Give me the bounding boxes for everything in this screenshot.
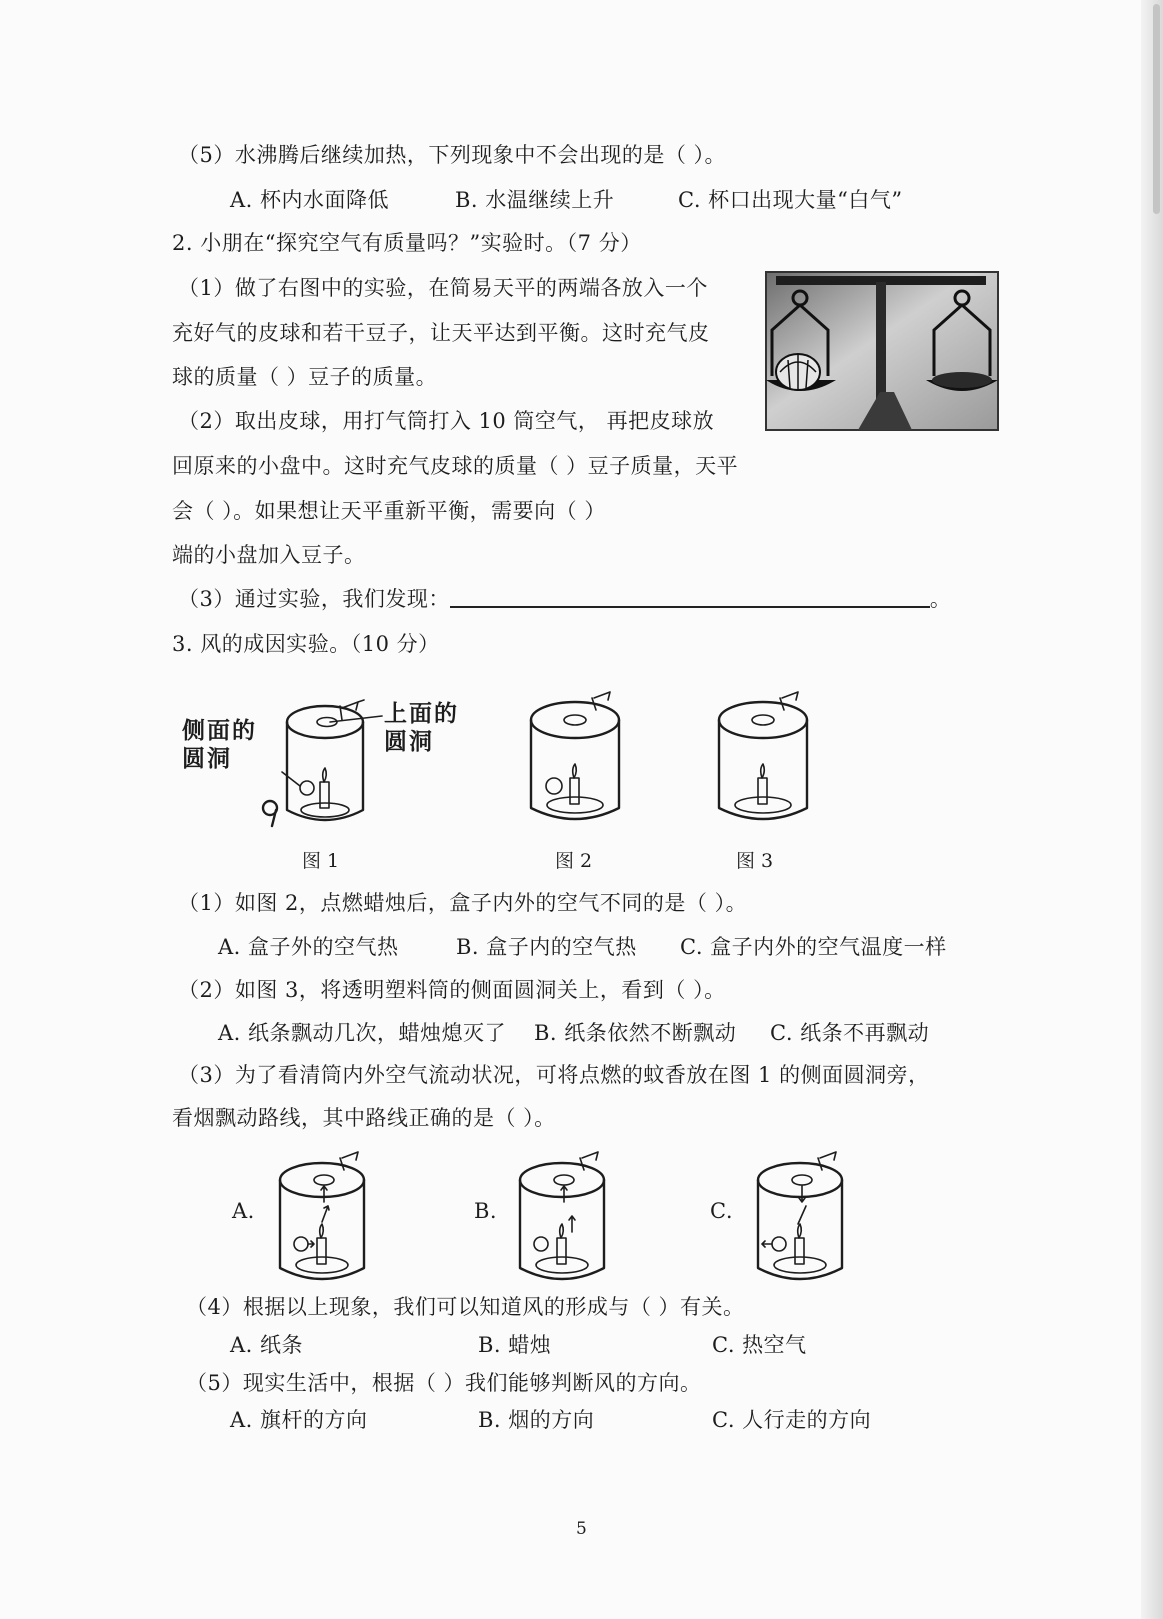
q3-sub5-option-c: C. 人行走的方向 bbox=[712, 1408, 872, 1432]
q3-sub1-option-a: A. 盒子外的空气热 bbox=[218, 935, 399, 959]
q3-sub2-option-b: B. 纸条依然不断飘动 bbox=[534, 1021, 737, 1045]
q2-part1-line1: （1）做了右图中的实验，在简易天平的两端各放入一个 bbox=[178, 276, 708, 300]
side-hole-label-line2: 圆洞 bbox=[182, 746, 232, 772]
q5-option-b: B. 水温继续上升 bbox=[455, 188, 615, 212]
q3-sub4-option-b: B. 蜡烛 bbox=[478, 1333, 552, 1357]
q3-sub2-option-c: C. 纸条不再飘动 bbox=[770, 1021, 930, 1045]
q3-sub1-option-c: C. 盒子内外的空气温度一样 bbox=[680, 935, 947, 959]
q2-part3-prefix: （3）通过实验，我们发现： bbox=[178, 587, 450, 611]
q3-sub5-option-a: A. 旗杆的方向 bbox=[230, 1408, 368, 1432]
top-hole-label-line1: 上面的 bbox=[384, 701, 459, 727]
scrollbar-thumb[interactable] bbox=[1153, 4, 1160, 214]
q2-part1-line2: 充好气的皮球和若干豆子，让天平达到平衡。这时充气皮 bbox=[172, 321, 710, 345]
q3-sub3-line2: 看烟飘动路线，其中路线正确的是（ ）。 bbox=[172, 1106, 556, 1130]
q2-part3 bbox=[178, 584, 951, 614]
q3-sub1-stem: （1）如图 2，点燃蜡烛后，盒子内外的空气不同的是（ ）。 bbox=[178, 891, 748, 915]
q3-sub5-stem: （5）现实生活中，根据（ ）我们能够判断风的方向。 bbox=[186, 1371, 702, 1395]
option-b-cylinder bbox=[510, 1152, 620, 1292]
q3-title: 3. 风的成因实验。（10 分） bbox=[172, 632, 440, 656]
q2-part3-suffix: 。 bbox=[929, 587, 952, 611]
q3-sub5-option-b: B. 烟的方向 bbox=[478, 1408, 595, 1432]
q3-sub3-line1: （3）为了看清筒内外空气流动状况，可将点燃的蚊香放在图 1 的侧面圆洞旁， bbox=[178, 1063, 930, 1087]
q2-part1-line3: 球的质量（ ）豆子的质量。 bbox=[172, 365, 438, 389]
figure-3-cylinder bbox=[708, 690, 818, 830]
q2-part2-line2: 回原来的小盘中。这时充气皮球的质量（ ）豆子质量，天平 bbox=[172, 454, 739, 478]
q5-option-c: C. 杯口出现大量“白气” bbox=[678, 188, 903, 212]
q5-option-a: A. 杯内水面降低 bbox=[230, 188, 390, 212]
option-c-cylinder bbox=[748, 1152, 858, 1292]
q3-sub2-option-a: A. 纸条飘动几次，蜡烛熄灭了 bbox=[218, 1021, 507, 1045]
q2-part2-line4: 端的小盘加入豆子。 bbox=[172, 543, 366, 567]
q2-part2-line1: （2）取出皮球，用打气筒打入 10 筒空气， 再把皮球放 bbox=[178, 409, 715, 433]
figure-2-caption: 图 2 bbox=[555, 850, 593, 872]
figure-1-cylinder bbox=[260, 700, 390, 850]
balance-photo bbox=[766, 272, 998, 430]
q3-sub4-option-c: C. 热空气 bbox=[712, 1333, 807, 1357]
q3-sub2-stem: （2）如图 3，将透明塑料筒的侧面圆洞关上，看到（ ）。 bbox=[178, 978, 726, 1002]
figure-1-caption: 图 1 bbox=[302, 850, 340, 872]
q3-sub3-option-b: B. bbox=[474, 1199, 498, 1223]
q3-sub4-option-a: A. 纸条 bbox=[230, 1333, 304, 1357]
side-hole-label-line1: 侧面的 bbox=[182, 718, 257, 744]
q3-sub1-option-b: B. 盒子内的空气热 bbox=[456, 935, 637, 959]
figure-3-caption: 图 3 bbox=[736, 850, 774, 872]
page-number: 5 bbox=[576, 1519, 587, 1539]
q2-part2-line3: 会（ ）。如果想让天平重新平衡，需要向（ ） bbox=[172, 499, 606, 523]
top-hole-label-line2: 圆洞 bbox=[384, 729, 434, 755]
answer-line bbox=[450, 584, 930, 608]
q5-stem: （5）水沸腾后继续加热，下列现象中不会出现的是（ ）。 bbox=[178, 143, 727, 167]
page-edge bbox=[1141, 0, 1163, 1619]
q3-sub4-stem: （4）根据以上现象，我们可以知道风的形成与（ ）有关。 bbox=[186, 1295, 745, 1319]
option-a-cylinder bbox=[270, 1152, 380, 1292]
q3-sub3-option-a: A. bbox=[232, 1199, 255, 1223]
q2-title: 2. 小朋在“探究空气有质量吗？”实验时。（7 分） bbox=[172, 231, 642, 255]
q3-sub3-option-c: C. bbox=[710, 1199, 733, 1223]
figure-2-cylinder bbox=[520, 690, 630, 830]
